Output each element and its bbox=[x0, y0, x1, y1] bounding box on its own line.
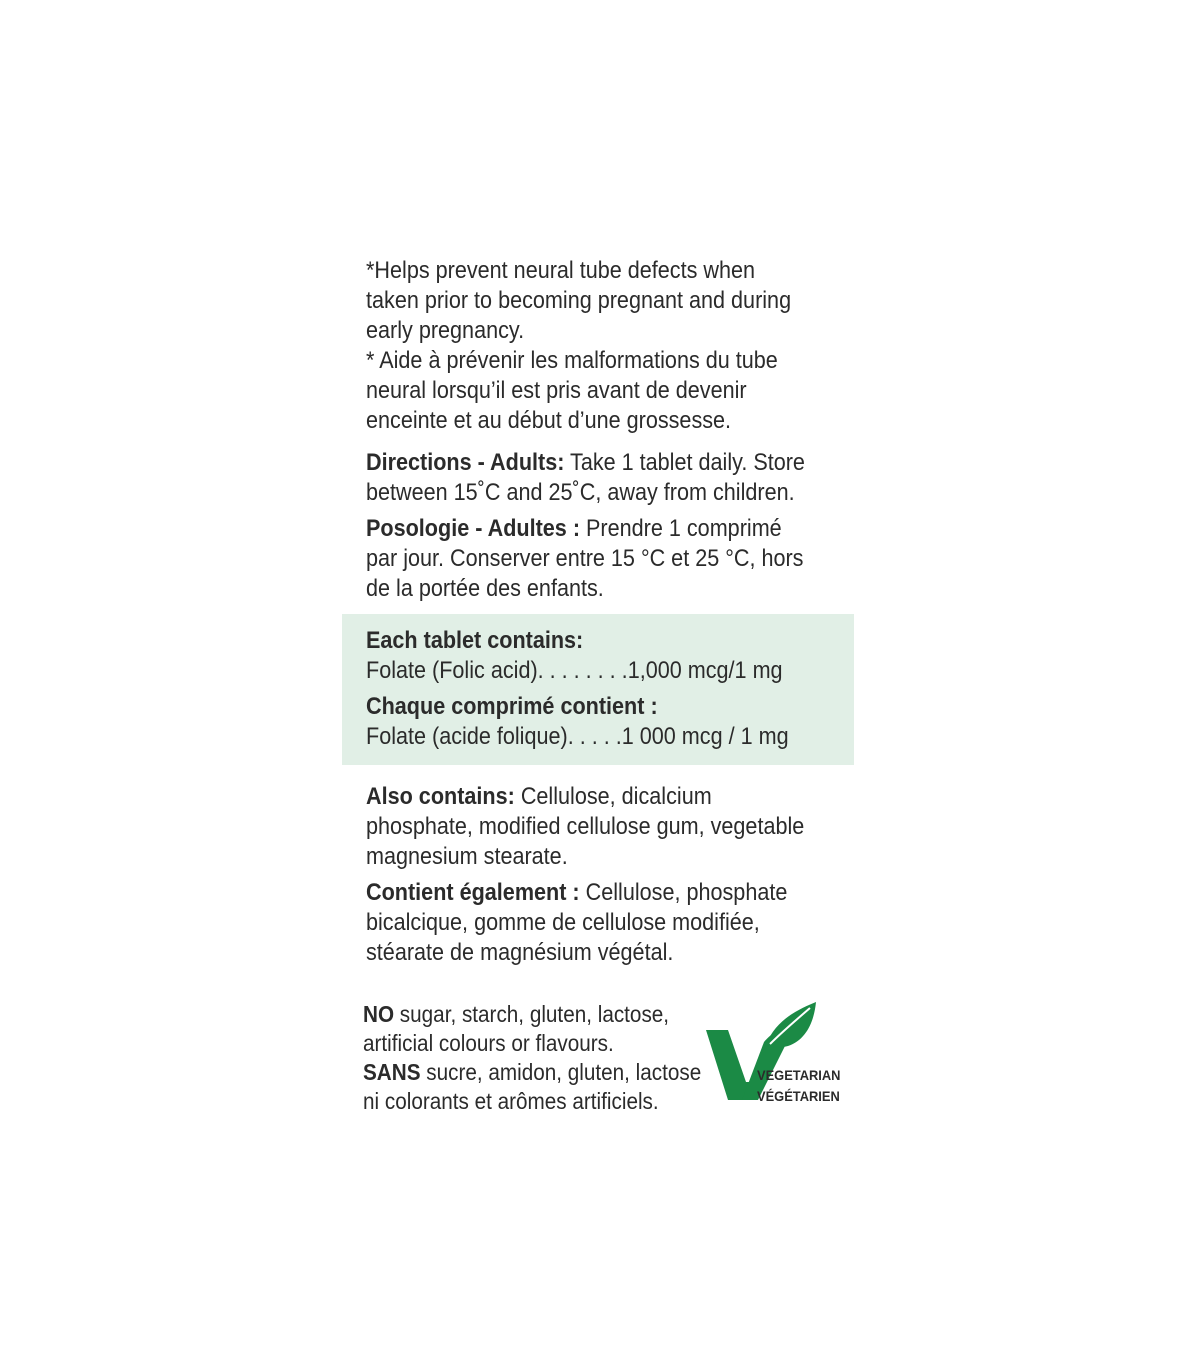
also-contains-fr-line: bicalcique, gomme de cellulose modifiée, bbox=[366, 909, 760, 936]
free-from-en-text: sugar, starch, gluten, lactose, bbox=[394, 1001, 670, 1027]
ingredient-fr-name: Folate (acide folique) bbox=[366, 723, 568, 750]
directions-fr bbox=[366, 514, 861, 604]
also-contains-en-line: phosphate, modified cellulose gum, vegetable bbox=[366, 813, 805, 840]
free-from-en-label: NO bbox=[363, 1001, 395, 1027]
ingredient-fr-row bbox=[366, 722, 861, 752]
ingredient-en-name: Folate (Folic acid) bbox=[366, 657, 538, 684]
ingredients-fr-heading: Chaque comprimé contient : bbox=[366, 693, 658, 720]
vegetarian-badge-text bbox=[757, 1065, 840, 1107]
claim-en-line: taken prior to becoming pregnant and during bbox=[366, 287, 792, 314]
claim-block bbox=[366, 256, 861, 436]
directions-en-line: between 15˚C and 25˚C, away from children. bbox=[366, 479, 795, 506]
vegetarian-fr: VÉGÉTARIEN bbox=[757, 1088, 840, 1104]
claim-fr-line: enceinte et au début d’une grossesse. bbox=[366, 407, 732, 434]
directions-fr-text: Prendre 1 comprimé bbox=[580, 515, 782, 542]
claim-fr-line: neural lorsqu’il est pris avant de devenir bbox=[366, 377, 747, 404]
ingredient-fr-amount: 1 000 mcg / 1 mg bbox=[621, 723, 789, 750]
also-contains-en-text: Cellulose, dicalcium bbox=[514, 783, 712, 810]
also-contains-fr-label: Contient également : bbox=[366, 879, 580, 906]
also-contains-fr bbox=[366, 878, 861, 968]
free-from-fr-line: ni colorants et arômes artificiels. bbox=[363, 1088, 659, 1114]
ingredient-fr-leader: . . . . . bbox=[567, 723, 622, 750]
directions-fr-line: de la portée des enfants. bbox=[366, 575, 604, 602]
also-contains-fr-line: stéarate de magnésium végétal. bbox=[366, 939, 674, 966]
directions-fr-line: par jour. Conserver entre 15 °C et 25 °C, hors bbox=[366, 545, 804, 572]
also-contains-fr-text: Cellulose, phosphate bbox=[579, 879, 788, 906]
also-contains-en-line: magnesium stearate. bbox=[366, 843, 568, 870]
directions-en-text: Take 1 tablet daily. Store bbox=[564, 449, 805, 476]
ingredient-en-row bbox=[366, 656, 861, 686]
ingredients-en bbox=[366, 626, 861, 686]
directions-fr-label: Posologie - Adultes : bbox=[366, 515, 581, 542]
also-contains-en-label: Also contains: bbox=[366, 783, 515, 810]
also-contains-en-line bbox=[366, 782, 861, 812]
free-from-fr-text: sucre, amidon, gluten, lactose bbox=[420, 1059, 702, 1085]
ingredients-en-heading: Each tablet contains: bbox=[366, 627, 584, 654]
directions-en bbox=[366, 448, 861, 508]
ingredient-en-leader: . . . . . . . . bbox=[537, 657, 628, 684]
claim-en-line: *Helps prevent neural tube defects when bbox=[366, 257, 756, 284]
free-from-en-line: artificial colours or flavours. bbox=[363, 1030, 614, 1056]
also-contains-en bbox=[366, 782, 861, 872]
vegetarian-en: VEGETARIAN bbox=[757, 1067, 841, 1083]
directions-fr-line bbox=[366, 514, 861, 544]
claim-en-line: early pregnancy. bbox=[366, 317, 525, 344]
directions-en-line bbox=[366, 448, 861, 478]
claim-fr-line: * Aide à prévenir les malformations du tube bbox=[366, 347, 778, 374]
also-contains-fr-line bbox=[366, 878, 861, 908]
ingredients-fr bbox=[366, 692, 861, 752]
ingredient-en-amount: 1,000 mcg/1 mg bbox=[627, 657, 783, 684]
free-from-fr-label: SANS bbox=[363, 1059, 421, 1085]
directions-en-label: Directions - Adults: bbox=[366, 449, 565, 476]
